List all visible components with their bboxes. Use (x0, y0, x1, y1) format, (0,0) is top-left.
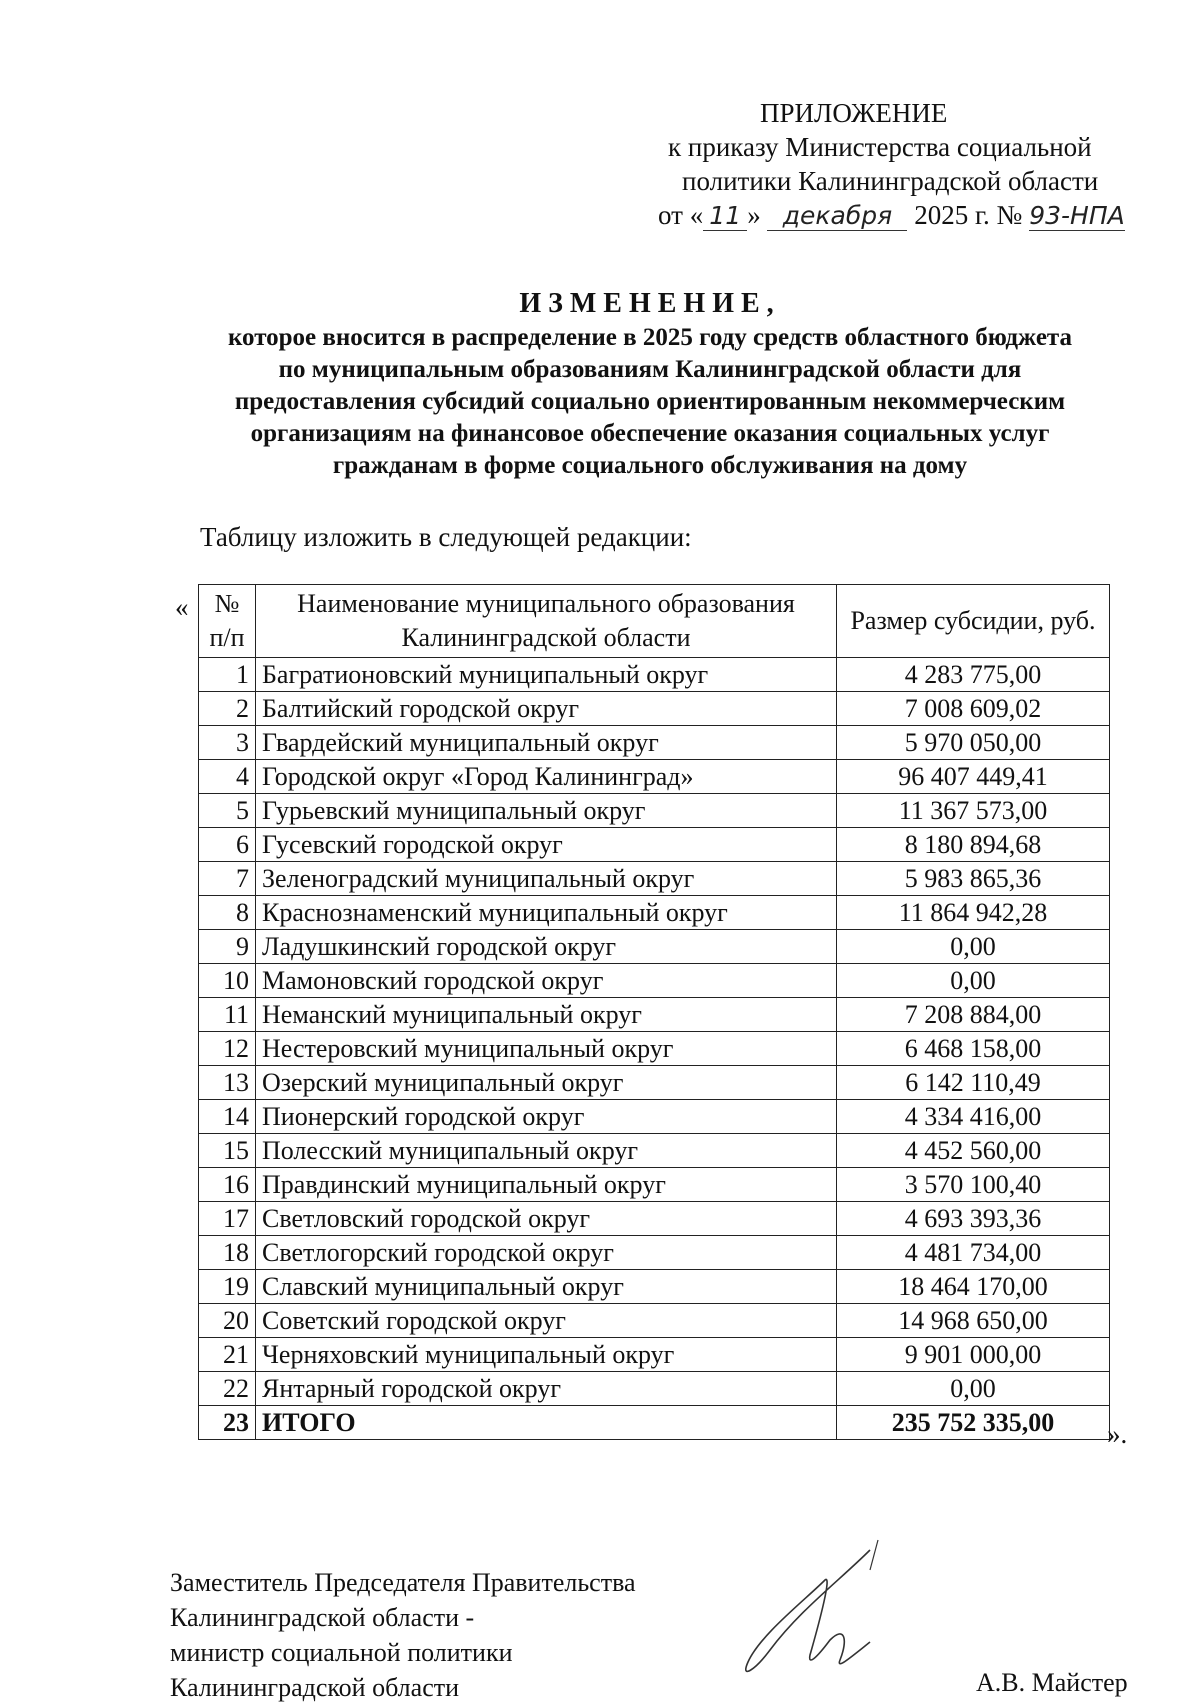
appendix-header (600, 96, 1140, 232)
heading-line-3: предоставления субсидий социально ориентированным некоммерческим (234, 388, 1066, 415)
cell-name: Советский городской округ (256, 1304, 837, 1338)
cell-value: 6 468 158,00 (837, 1032, 1110, 1066)
cell-name: Правдинский муниципальный округ (256, 1168, 837, 1202)
cell-value: 0,00 (837, 930, 1110, 964)
cell-name: Гусевский городской округ (256, 828, 837, 862)
total-row (199, 1406, 1110, 1440)
cell-name: Гурьевский муниципальный округ (256, 794, 837, 828)
quote-open: « (175, 592, 189, 622)
heading-line-2: по муниципальным образованиям Калининградской области для (278, 356, 1022, 383)
cell-value: 6 142 110,49 (837, 1066, 1110, 1100)
date-day-handwritten: 11 (703, 202, 747, 231)
signatory-position (170, 1565, 636, 1705)
table-row (199, 658, 1110, 692)
heading-title: ИЗМЕНЕНИЕ, (519, 288, 781, 319)
cell-value: 14 968 650,00 (837, 1304, 1110, 1338)
cell-name: Черняховский муниципальный округ (256, 1338, 837, 1372)
cell-num: 4 (199, 760, 256, 794)
cell-name: Пионерский городской округ (256, 1100, 837, 1134)
table-row (199, 828, 1110, 862)
cell-value: 4 452 560,00 (837, 1134, 1110, 1168)
cell-value: 9 901 000,00 (837, 1338, 1110, 1372)
cell-name: Светлогорский городской округ (256, 1236, 837, 1270)
cell-num: 17 (199, 1202, 256, 1236)
cell-value: 5 970 050,00 (837, 726, 1110, 760)
table-row (199, 1202, 1110, 1236)
cell-value: 0,00 (837, 964, 1110, 998)
cell-num: 15 (199, 1134, 256, 1168)
heading-line-1: которое вносится в распределение в 2025 году средств областного бюджета (227, 324, 1073, 351)
table-row (199, 862, 1110, 896)
cell-num: 7 (199, 862, 256, 896)
appendix-line-1: к приказу Министерства социальной (668, 132, 1092, 162)
cell-num: 20 (199, 1304, 256, 1338)
table-row (199, 1372, 1110, 1406)
table-row (199, 1270, 1110, 1304)
cell-name: Славский муниципальный округ (256, 1270, 837, 1304)
quote-close: ». (1107, 1419, 1128, 1449)
cell-num: 2 (199, 692, 256, 726)
cell-num: 3 (199, 726, 256, 760)
cell-name: Ладушкинский городской округ (256, 930, 837, 964)
table-row (199, 692, 1110, 726)
cell-value: 7 208 884,00 (837, 998, 1110, 1032)
cell-name: Мамоновский городской округ (256, 964, 837, 998)
document-heading (160, 286, 1140, 482)
handwritten-signature (720, 1530, 910, 1690)
cell-num: 5 (199, 794, 256, 828)
table-row (199, 930, 1110, 964)
header-name: Наименование муниципального образования Калининградской области (256, 585, 837, 658)
table-row (199, 1134, 1110, 1168)
signatory-name: А.В. Майстер (976, 1668, 1128, 1697)
date-mid: » (747, 200, 761, 230)
table-row (199, 1304, 1110, 1338)
cell-name: Озерский муниципальный округ (256, 1066, 837, 1100)
cell-value: 0,00 (837, 1372, 1110, 1406)
table-row (199, 1236, 1110, 1270)
cell-num: 14 (199, 1100, 256, 1134)
table-row (199, 964, 1110, 998)
cell-num: 21 (199, 1338, 256, 1372)
cell-name: Полесский муниципальный округ (256, 1134, 837, 1168)
cell-name: Балтийский городской округ (256, 692, 837, 726)
cell-value: 5 983 865,36 (837, 862, 1110, 896)
cell-num: 9 (199, 930, 256, 964)
cell-value: 4 334 416,00 (837, 1100, 1110, 1134)
cell-name: Городской округ «Город Калининград» (256, 760, 837, 794)
cell-num: 8 (199, 896, 256, 930)
cell-value: 8 180 894,68 (837, 828, 1110, 862)
total-value: 235 752 335,00 (837, 1406, 1110, 1440)
signatory-line-4: Калининградской области (170, 1673, 460, 1702)
date-month-handwritten: декабря (767, 202, 907, 231)
date-prefix: от « (658, 200, 704, 230)
intro-text: Таблицу изложить в следующей редакции: (200, 522, 692, 552)
total-num: 23 (199, 1406, 256, 1440)
doc-number-handwritten: 93-НПА (1029, 201, 1125, 230)
table-row (199, 1100, 1110, 1134)
signatory-line-1: Заместитель Председателя Правительства (170, 1568, 636, 1597)
appendix-date-line (600, 198, 1140, 232)
date-year: 2025 г. № (914, 200, 1023, 230)
cell-name: Янтарный городской округ (256, 1372, 837, 1406)
appendix-title: ПРИЛОЖЕНИЕ (760, 98, 948, 128)
cell-num: 18 (199, 1236, 256, 1270)
heading-line-4: организациям на финансовое обеспечение оказания социальных услуг (250, 420, 1050, 447)
cell-value: 96 407 449,41 (837, 760, 1110, 794)
cell-value: 11 367 573,00 (837, 794, 1110, 828)
table-row (199, 1338, 1110, 1372)
cell-value: 3 570 100,40 (837, 1168, 1110, 1202)
cell-name: Нестеровский муниципальный округ (256, 1032, 837, 1066)
cell-value: 4 481 734,00 (837, 1236, 1110, 1270)
cell-value: 7 008 609,02 (837, 692, 1110, 726)
cell-value: 18 464 170,00 (837, 1270, 1110, 1304)
table-row (199, 1032, 1110, 1066)
cell-num: 12 (199, 1032, 256, 1066)
cell-name: Зеленоградский муниципальный округ (256, 862, 837, 896)
cell-num: 16 (199, 1168, 256, 1202)
cell-name: Краснознаменский муниципальный округ (256, 896, 837, 930)
table-row (199, 760, 1110, 794)
subsidy-table (198, 584, 1110, 1440)
cell-value: 4 693 393,36 (837, 1202, 1110, 1236)
total-name: ИТОГО (256, 1406, 837, 1440)
cell-value: 4 283 775,00 (837, 658, 1110, 692)
cell-name: Неманский муниципальный округ (256, 998, 837, 1032)
table-body (199, 658, 1110, 1440)
signatory-line-2: Калининградской области - (170, 1603, 475, 1632)
table-row (199, 998, 1110, 1032)
header-num: № п/п (199, 585, 256, 658)
cell-name: Светловский городской округ (256, 1202, 837, 1236)
cell-num: 11 (199, 998, 256, 1032)
header-value: Размер субсидии, руб. (837, 585, 1110, 658)
cell-num: 19 (199, 1270, 256, 1304)
table-row (199, 794, 1110, 828)
cell-value: 11 864 942,28 (837, 896, 1110, 930)
signatory-line-3: министр социальной политики (170, 1638, 513, 1667)
cell-num: 10 (199, 964, 256, 998)
cell-num: 1 (199, 658, 256, 692)
cell-num: 13 (199, 1066, 256, 1100)
table-row (199, 1168, 1110, 1202)
table-row (199, 1066, 1110, 1100)
cell-num: 22 (199, 1372, 256, 1406)
cell-name: Гвардейский муниципальный округ (256, 726, 837, 760)
table-row (199, 726, 1110, 760)
table-header-row (199, 585, 1110, 658)
appendix-line-2: политики Калининградской области (682, 166, 1099, 196)
heading-line-5: гражданам в форме социального обслуживания на дому (332, 452, 968, 479)
table-row (199, 896, 1110, 930)
cell-num: 6 (199, 828, 256, 862)
cell-name: Багратионовский муниципальный округ (256, 658, 837, 692)
